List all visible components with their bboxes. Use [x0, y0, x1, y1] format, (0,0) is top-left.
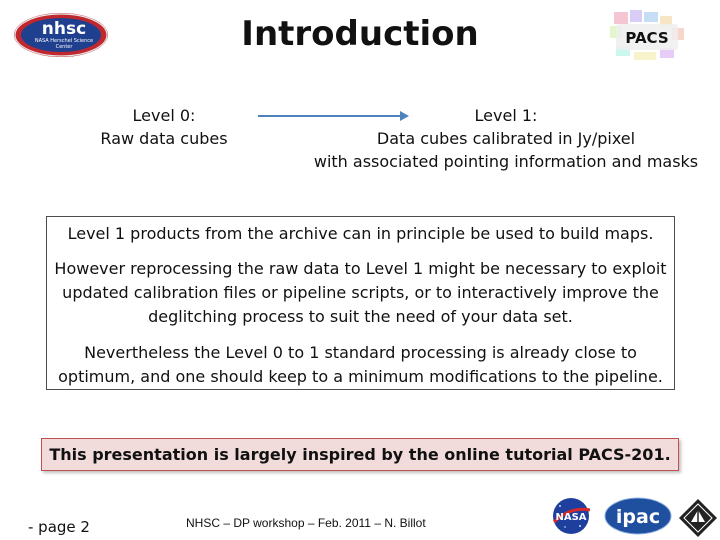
paragraph-reprocessing-line-2: updated calibration files or pipeline scripts, or to interactively improve the: [62, 283, 659, 302]
nhsc-logo-subtext-2: Center: [55, 44, 73, 50]
nhsc-logo: [12, 10, 110, 60]
level1-block: [296, 104, 716, 173]
paragraph-reprocessing-line-3: deglitching process to suit the need of your data set.: [148, 307, 573, 326]
pacs-logo-text: PACS: [625, 29, 669, 47]
ipac-logo-text: ipac: [615, 506, 661, 528]
level0-description: Raw data cubes: [100, 129, 228, 148]
page-number: - page 2: [28, 518, 90, 536]
slide-title: Introduction: [241, 14, 479, 54]
level0-block: [86, 104, 242, 150]
caltech-logo: [678, 498, 718, 538]
main-text-box: [46, 216, 675, 390]
nhsc-logo-text: nhsc: [41, 19, 87, 39]
nasa-logo: [550, 496, 592, 536]
level0-heading: Level 0:: [132, 106, 196, 125]
paragraph-nevertheless-line-2: optimum, and one should keep to a minimum modifications to the pipeline.: [58, 367, 663, 386]
ipac-logo: [604, 497, 672, 535]
paragraph-nevertheless: [47, 341, 674, 389]
level1-heading: Level 1:: [474, 106, 538, 125]
paragraph-nevertheless-line-1: Nevertheless the Level 0 to 1 standard processing is already close to: [84, 343, 637, 362]
nasa-logo-text: NASA: [555, 512, 587, 523]
paragraph-level1-products: Level 1 products from the archive can in principle be used to build maps.: [67, 224, 654, 243]
nhsc-logo-subtext-1: NASA Herschel Science: [34, 38, 94, 44]
footer-text: NHSC – DP workshop – Feb. 2011 – N. Billot: [186, 516, 426, 530]
tutorial-note: This presentation is largely inspired by the online tutorial PACS-201.: [41, 438, 679, 471]
pacs-logo: [600, 8, 692, 64]
paragraph-reprocessing-line-1: However reprocessing the raw data to Level 1 might be necessary to exploit: [54, 259, 667, 278]
level1-description-2: with associated pointing information and masks: [313, 152, 699, 171]
level1-description-1: Data cubes calibrated in Jy/pixel: [376, 129, 636, 148]
paragraph-reprocessing: [47, 257, 674, 329]
